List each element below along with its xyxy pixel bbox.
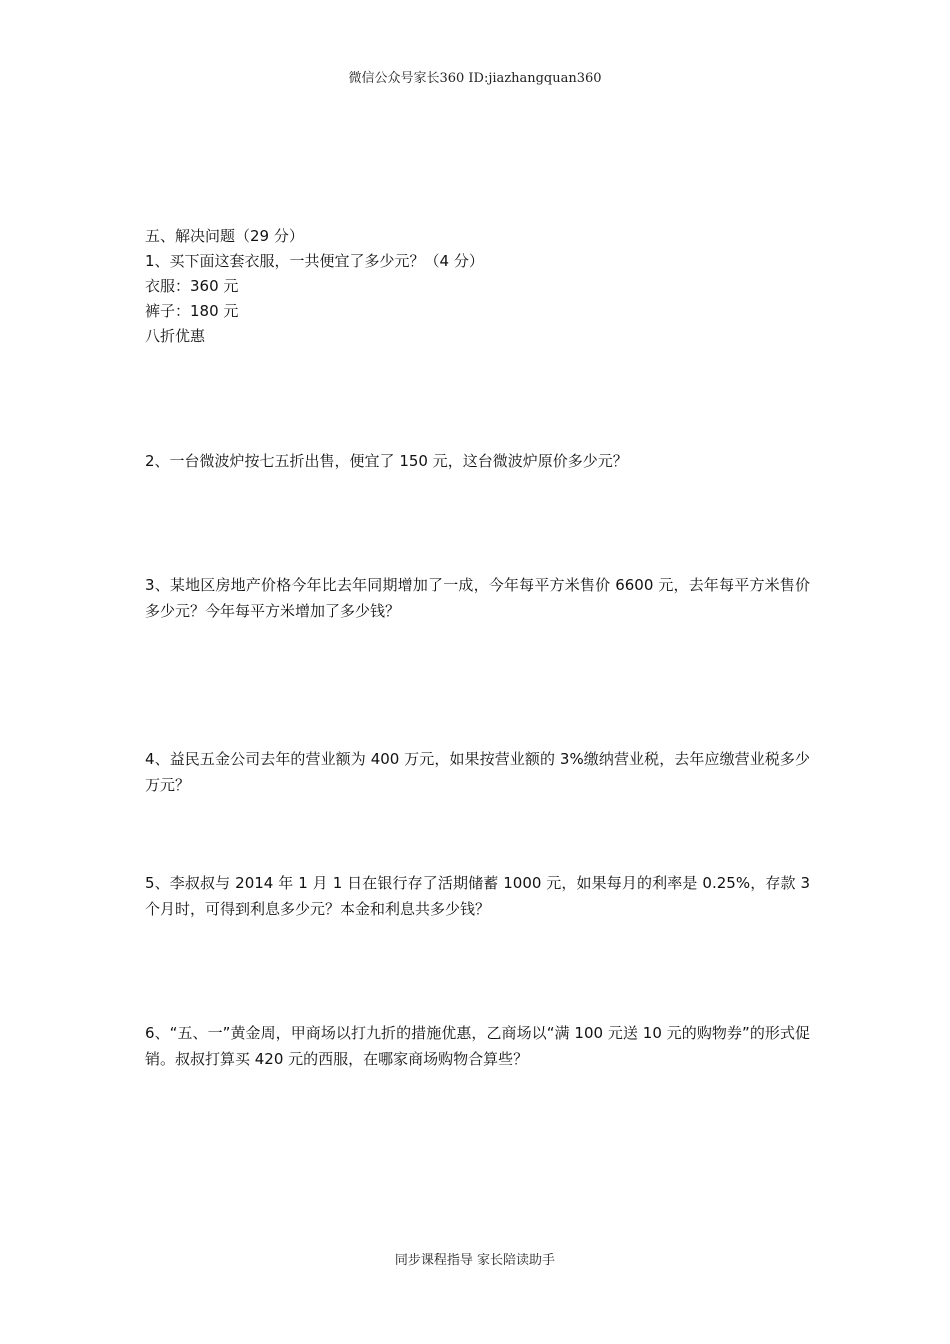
question-4: 4、益民五金公司去年的营业额为 400 万元，如果按营业额的 3%缴纳营业税，去年应缴营业税多少万元？ (145, 750, 810, 794)
question-5: 5、李叔叔与 2014 年 1 月 1 日在银行存了活期储蓄 1000 元，如果每月的利率是 0.25%，存款 3 个月时，可得到利息多少元？本金和利息共多少钱？ (145, 874, 810, 918)
question-6: 6、“五、一”黄金周，甲商场以打九折的措施优惠，乙商场以“满 100 元送 10 元的购物券”的形式促销。叔叔打算买 420 元的西服，在哪家商场购物合算些？ (145, 1024, 810, 1068)
question-1-item-clothes: 衣服：360 元 (145, 277, 239, 295)
question-1-item-pants: 裤子：180 元 (145, 302, 239, 320)
question-3: 3、某地区房地产价格今年比去年同期增加了一成，今年每平方米售价 6600 元，去年每平方米售价多少元？今年每平方米增加了多少钱？ (145, 576, 810, 620)
question-1-discount-note: 八折优惠 (145, 327, 206, 345)
question-1: 1、买下面这套衣服，一共便宜了多少元？（4 分） (145, 252, 484, 270)
question-2: 2、一台微波炉按七五折出售，便宜了 150 元，这台微波炉原价多少元？ (145, 452, 628, 470)
page-footer: 同步课程指导 家长陪读助手 (394, 1253, 556, 1268)
section-title: 五、解决问题（29 分） (145, 227, 304, 245)
page-header: 微信公众号家长360 ID:jiazhangquan360 (348, 71, 602, 86)
